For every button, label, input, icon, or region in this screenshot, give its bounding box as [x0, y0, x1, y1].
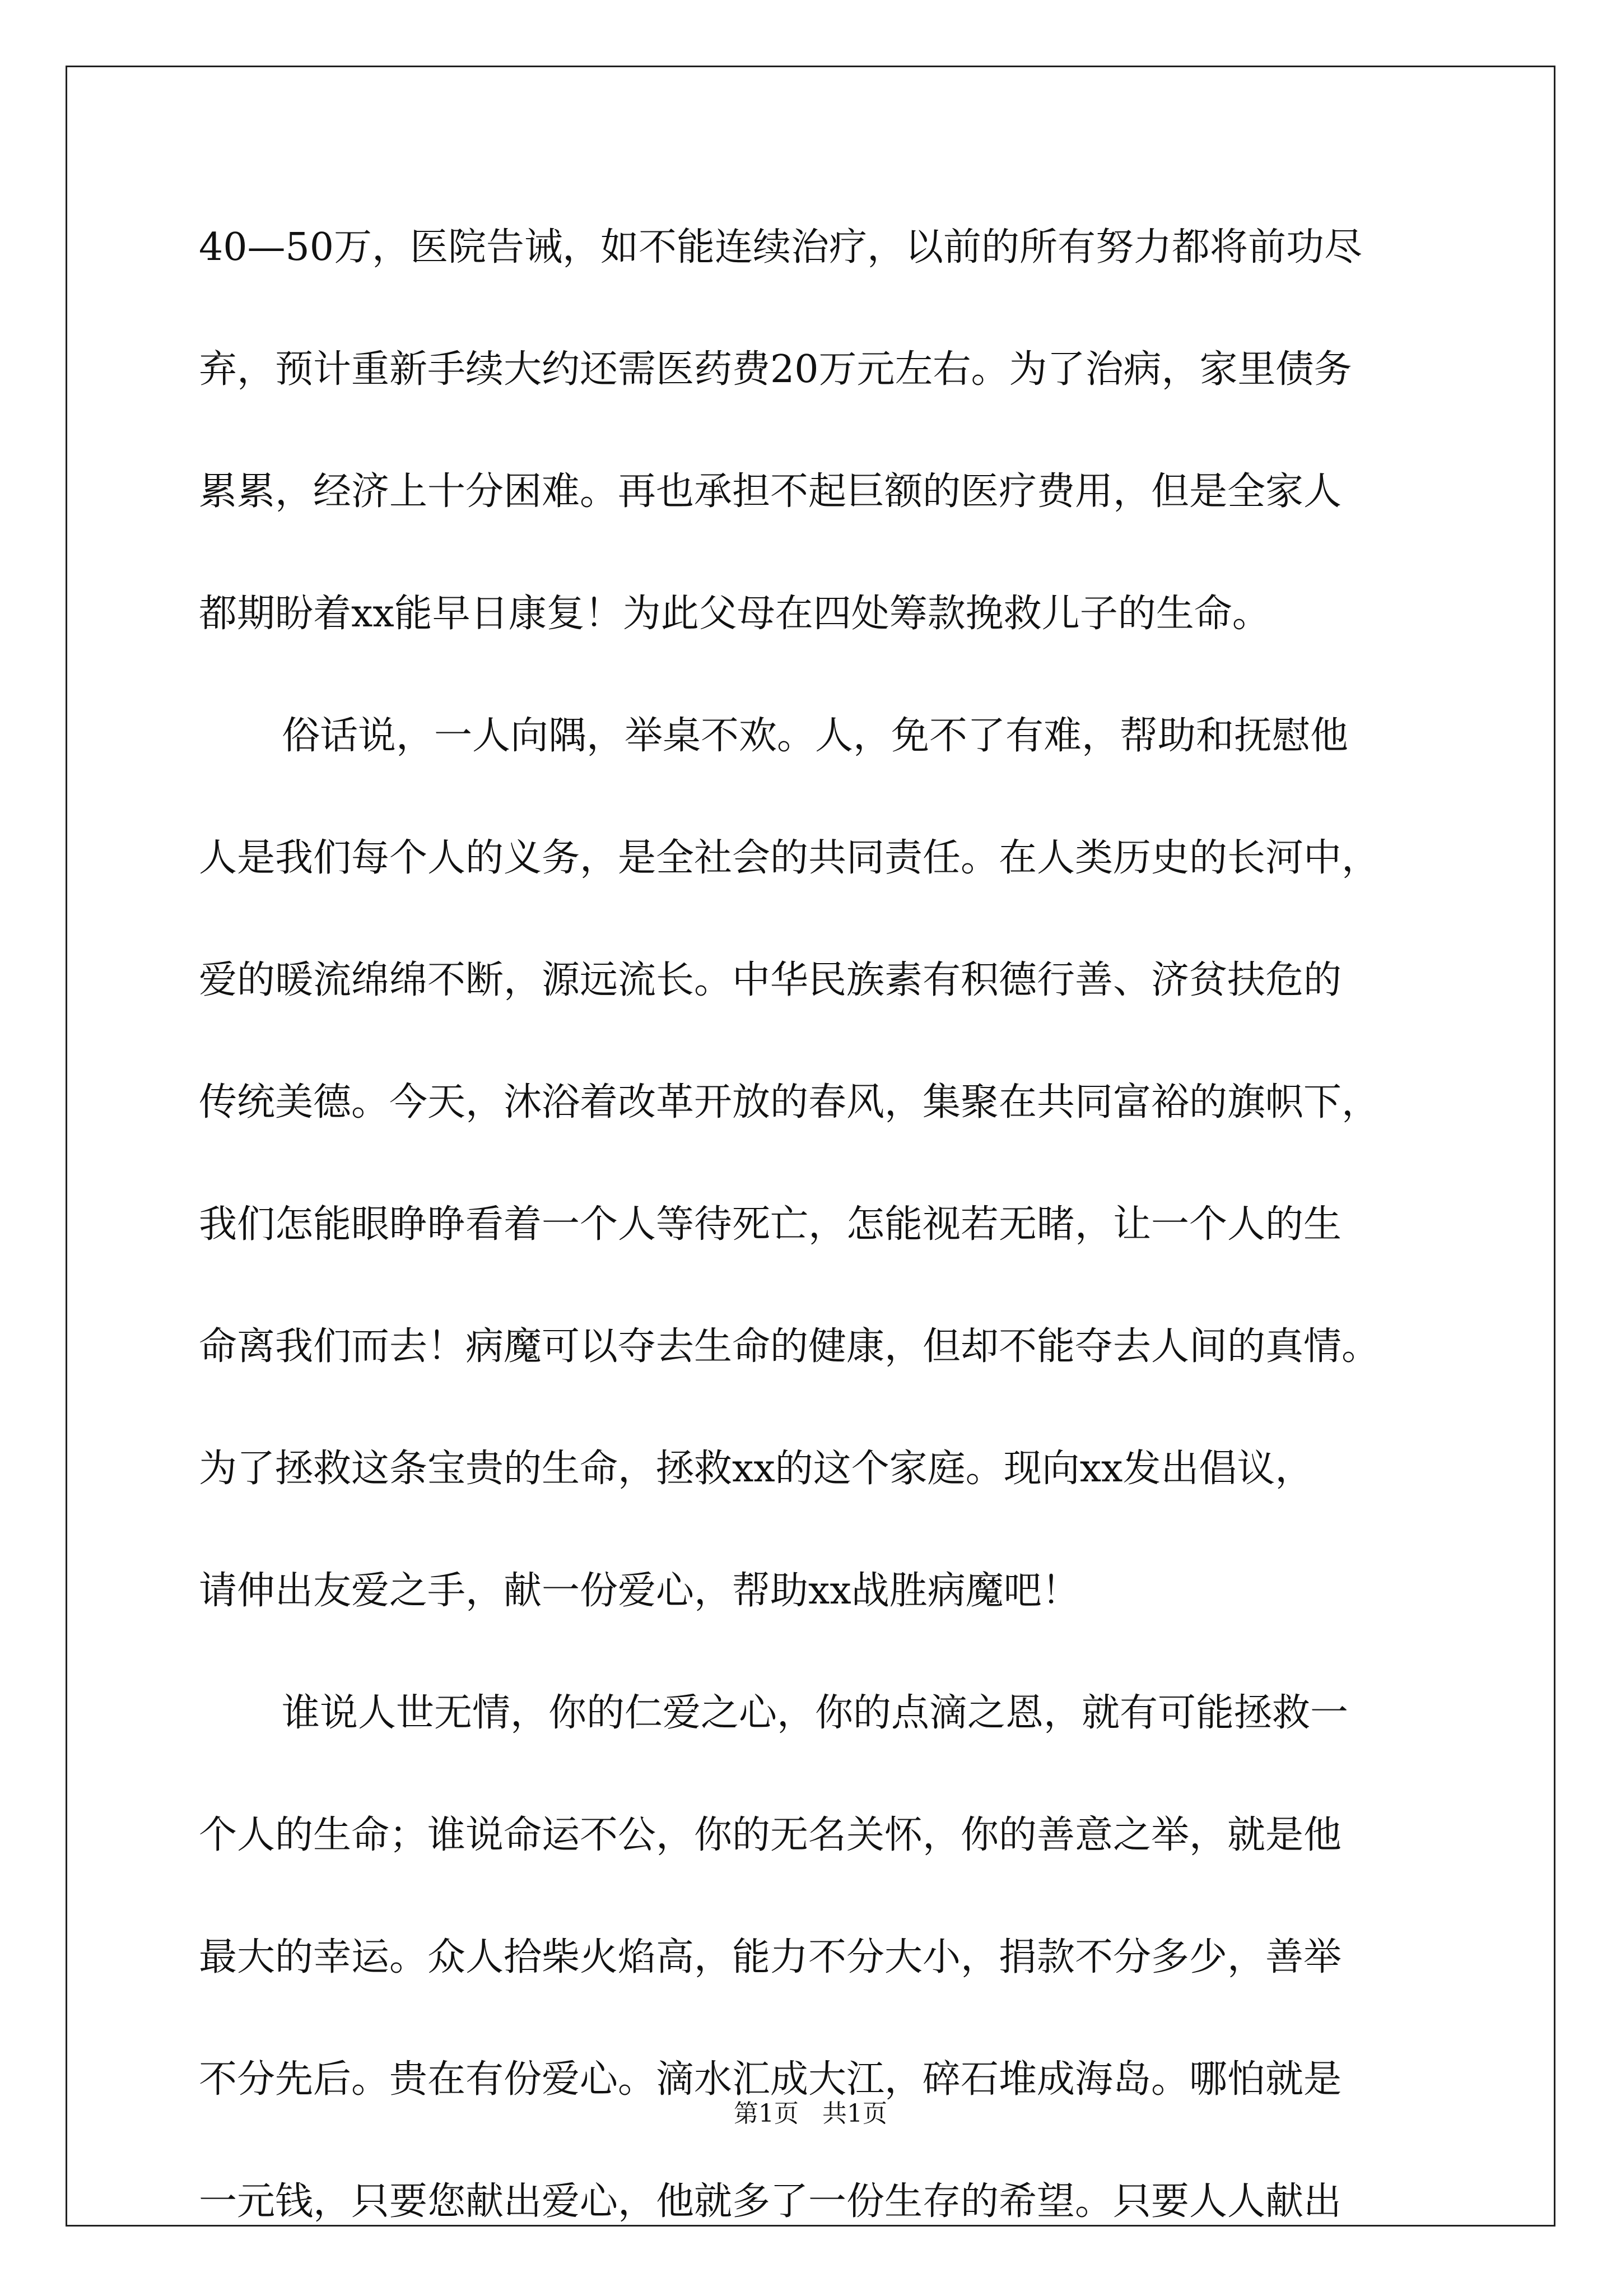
text-line: 人是我们每个人的义务，是全社会的共同责任。在人类历史的长河中，	[199, 836, 1380, 880]
paragraph-start-line: 俗话说，一人向隅，举桌不欢。人，免不了有难，帮助和抚慰他	[282, 714, 1349, 758]
text-line: 弃，预计重新手续大约还需医药费20万元左右。为了治病，家里债务	[199, 347, 1352, 392]
text-line: 命离我们而去！病魔可以夺去生命的健康，但却不能夺去人间的真情。	[199, 1324, 1380, 1369]
text-line: 都期盼着xx能早日康复！为此父母在四处筹款挽救儿子的生命。	[199, 592, 1270, 636]
paragraph-start-line: 谁说人世无情，你的仁爱之心，你的点滴之恩，就有可能拯救一	[282, 1691, 1349, 1735]
text-line: 我们怎能眼睁睁看着一个人等待死亡，怎能视若无睹，让一个人的生	[199, 1202, 1342, 1247]
page-number-footer: 第1页 共1页	[734, 2099, 887, 2128]
text-line: 传统美德。今天，沐浴着改革开放的春风，集聚在共同富裕的旗帜下，	[199, 1080, 1380, 1124]
text-line: 40—50万，医院告诫，如不能连续治疗，以前的所有努力都将前功尽	[199, 225, 1363, 269]
text-line: 为了拯救这条宝贵的生命，拯救xx的这个家庭。现向xx发出倡议，	[199, 1447, 1313, 1491]
text-line: 爱的暖流绵绵不断，源远流长。中华民族素有积德行善、济贫扶危的	[199, 958, 1342, 1002]
document-body	[199, 220, 1426, 2296]
text-line: 累累，经济上十分困难。再也承担不起巨额的医疗费用，但是全家人	[199, 470, 1342, 514]
text-line: 个人的生命；谁说命运不公，你的无名关怀，你的善意之举，就是他	[199, 1813, 1342, 1857]
text-line: 最大的幸运。众人拾柴火焰高，能力不分大小，捐款不分多少，善举	[199, 1935, 1342, 1979]
text-line: 不分先后。贵在有份爱心。滴水汇成大江，碎石堆成海岛。哪怕就是	[199, 2057, 1342, 2102]
text-line: 请伸出友爱之手，献一份爱心，帮助xx战胜病魔吧！	[199, 1569, 1080, 1613]
text-line: 一元钱，只要您献出爱心，他就多了一份生存的希望。只要人人献出	[199, 2179, 1342, 2224]
